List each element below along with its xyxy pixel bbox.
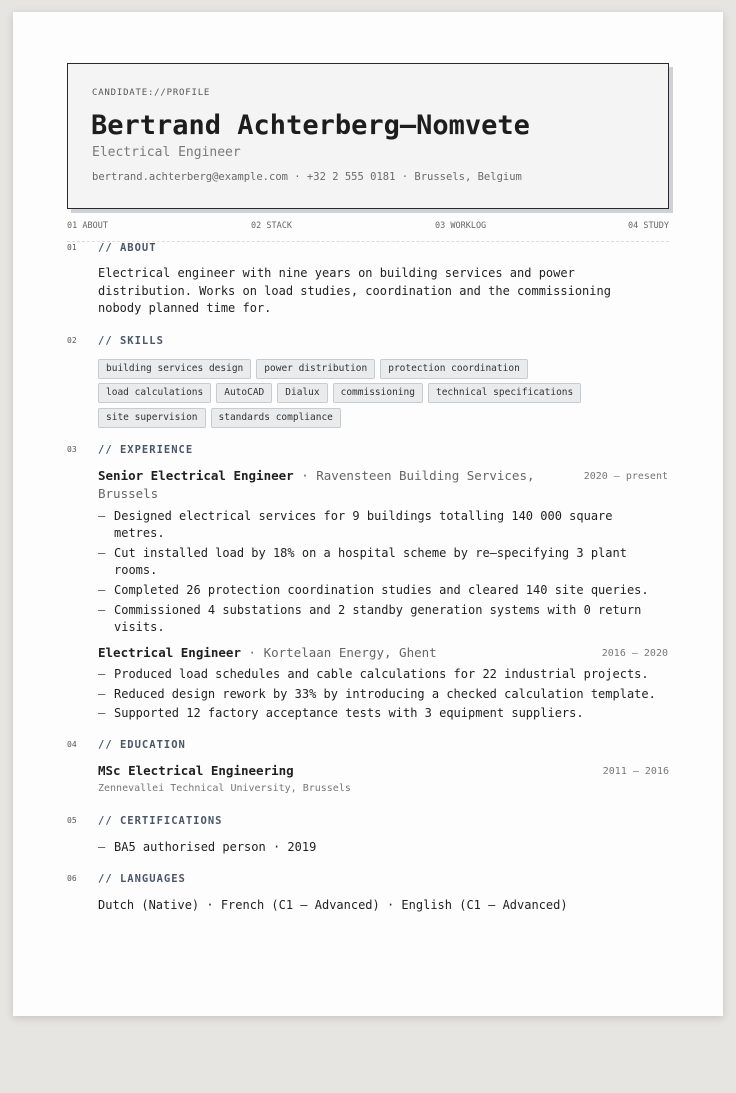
skills-row <box>98 383 581 403</box>
about-text <box>98 265 611 318</box>
education-school: Zennevallei Technical University, Brussels <box>98 783 351 794</box>
job-dates: 2020 – present <box>583 471 668 482</box>
about-line: Electrical engineer with nine years on building services and power <box>98 266 575 280</box>
skill-chip: power distribution <box>256 359 375 379</box>
education-dates: 2011 – 2016 <box>602 766 669 777</box>
job-header <box>98 467 668 503</box>
languages-heading: // LANGUAGES <box>98 873 186 885</box>
job-header <box>98 644 668 662</box>
job-title: Electrical Engineer <box>98 645 241 660</box>
nav-item-study[interactable]: 04 STUDY <box>628 221 669 231</box>
candidate-name: Bertrand Achterberg—Nomvete <box>91 110 530 141</box>
skill-chip: protection coordination <box>380 359 528 379</box>
nav-item-about[interactable]: 01 ABOUT <box>67 221 108 231</box>
certification-text: BA5 authorised person · 2019 <box>114 840 317 854</box>
resume-sheet <box>13 12 723 1016</box>
education-degree: MSc Electrical Engineering <box>98 763 294 778</box>
about-heading: // ABOUT <box>98 242 157 254</box>
skill-chip: standards compliance <box>211 408 341 428</box>
bullet-line: rooms. <box>114 563 158 577</box>
bullet-dash: – <box>98 509 106 523</box>
job-bullet <box>98 705 673 722</box>
certification-item <box>98 839 673 856</box>
job-bullet <box>98 666 673 683</box>
experience-heading: // EXPERIENCE <box>98 444 194 456</box>
section-nav <box>67 219 669 242</box>
bullet-line: Supported 12 factory acceptance tests with 3 equipment suppliers. <box>114 706 584 720</box>
about-line: distribution. Works on load studies, coordination and the commissioning <box>98 283 611 298</box>
nav-item-worklog[interactable]: 03 WORKLOG <box>435 221 487 231</box>
bullet-dash: – <box>98 706 106 720</box>
profile-tag: CANDIDATE://PROFILE <box>92 88 211 98</box>
skill-chip: technical specifications <box>428 383 581 403</box>
education-heading: // EDUCATION <box>98 739 186 751</box>
section-number: 06 <box>67 874 77 883</box>
nav-item-stack[interactable]: 02 STACK <box>251 221 292 231</box>
job-bullet <box>98 545 673 579</box>
bullet-line: visits. <box>114 620 165 634</box>
skills-row <box>98 359 528 379</box>
section-number: 03 <box>67 445 77 454</box>
bullet-line: Commissioned 4 substations and 2 standby generation systems with 0 return <box>114 603 642 617</box>
candidate-title: Electrical Engineer <box>92 145 241 160</box>
skill-chip: building services design <box>98 359 251 379</box>
bullet-line: metres. <box>114 526 165 540</box>
skill-chip: AutoCAD <box>216 383 272 403</box>
job-bullet <box>98 582 673 599</box>
bullet-line: Completed 26 protection coordination studies and cleared 140 site queries. <box>114 583 649 597</box>
job-org: · Kortelaan Energy, Ghent <box>241 645 437 660</box>
bullet-line: Produced load schedules and cable calculations for 22 industrial projects. <box>114 667 649 681</box>
bullet-dash: – <box>98 603 106 617</box>
bullet-dash: – <box>98 667 106 681</box>
profile-header <box>67 63 669 209</box>
bullet-line: Cut installed load by 18% on a hospital scheme by re–specifying 3 plant <box>114 546 627 560</box>
job-org-city: Brussels <box>98 486 159 501</box>
bullet-line: Designed electrical services for 9 buildings totalling 140 000 square <box>114 509 613 523</box>
certifications-heading: // CERTIFICATIONS <box>98 815 223 827</box>
bullet-dash: – <box>98 546 106 560</box>
bullet-line: Reduced design rework by 33% by introducing a checked calculation template. <box>114 687 656 701</box>
section-number: 04 <box>67 740 77 749</box>
job-title: Senior Electrical Engineer <box>98 468 294 483</box>
section-number: 01 <box>67 243 77 252</box>
bullet-dash: – <box>98 687 106 701</box>
skills-row <box>98 408 341 428</box>
skill-chip: Dialux <box>277 383 327 403</box>
section-number: 05 <box>67 816 77 825</box>
skill-chip: load calculations <box>98 383 211 403</box>
skills-heading: // SKILLS <box>98 335 164 347</box>
job-bullet <box>98 602 673 636</box>
skill-chip: site supervision <box>98 408 206 428</box>
section-number: 02 <box>67 336 77 345</box>
contact-line: bertrand.achterberg@example.com · +32 2 555 0181 · Brussels, Belgium <box>92 171 522 183</box>
languages-text: Dutch (Native) · French (C1 – Advanced) · English (C1 – Advanced) <box>98 898 568 912</box>
about-line: nobody planned time for. <box>98 301 272 315</box>
skill-chip: commissioning <box>333 383 423 403</box>
bullet-dash: – <box>98 583 106 597</box>
job-bullet <box>98 508 673 542</box>
bullet-dash: – <box>98 840 106 854</box>
job-dates: 2016 – 2020 <box>601 648 668 659</box>
job-bullet <box>98 686 673 703</box>
job-org: · Ravensteen Building Services, <box>293 468 535 483</box>
